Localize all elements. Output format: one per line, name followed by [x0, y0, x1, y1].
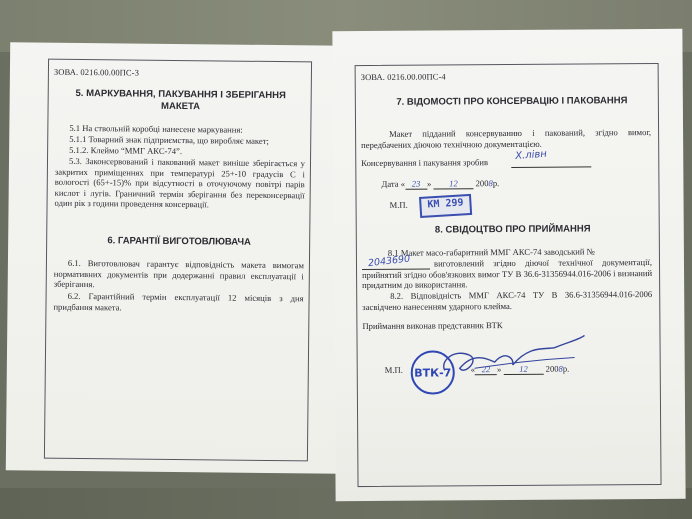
date8: « 22 » 12 2008р.: [470, 363, 570, 375]
section5-p3: 5.1.2. Клеймо “МMГ АКС-74”.: [69, 144, 183, 157]
date8-month: 12: [503, 364, 543, 375]
date8-day: 22: [475, 364, 497, 375]
section7-title: 7. ВІДОМОСТІ ПРО КОНСЕРВАЦІЮ І ПАКОВАННЯ: [396, 95, 628, 108]
section6-p1: 6.1. Виготовлювач гарантує відповідність макета вимогам нормативних документів при додержанні правил експлуатації і зберігання.: [53, 257, 304, 290]
section8-p1-rest: виготовлений згідно діючої технічної документації, прийнятий згідно обов'язкових вимог ТУ В 36.6-31356944.016-2006 і визнаний придатним до використання.: [362, 257, 653, 291]
date8-year-suffix: 8: [558, 363, 563, 374]
date8-end: р.: [562, 363, 570, 374]
date7-year-prefix: 200: [475, 178, 489, 189]
left-doc-number: ЗОВА. 0216.00.00ПС-3: [53, 66, 140, 78]
date8-year-prefix: 200: [545, 363, 559, 374]
date7-month: 12: [433, 178, 473, 189]
mp7-label: М.П.: [389, 199, 408, 210]
left-page: [6, 42, 346, 473]
section8-p2: 8.2. Відповідність ММГ АКС-74 ТУ В 36.6-31356944.016-2006 засвідчено нанесенням ударного клейма.: [362, 289, 653, 312]
km-stamp: КМ 299: [419, 194, 472, 218]
right-page: [332, 29, 685, 501]
vtk-stamp: ВТК-7: [411, 350, 455, 394]
section5-title: 5. МАРКУВАННЯ, ПАКУВАННЯ І ЗБЕРІГАННЯ МАКЕТА: [75, 87, 286, 113]
date7: Дата « 23 » 12 2008р.: [381, 178, 500, 189]
date7-end: р.: [492, 178, 500, 189]
accepted-label: Приймання виконав представник ВТК: [362, 320, 503, 332]
mp8-label: М.П.: [384, 364, 403, 375]
section5-p4: 5.3. Законсервований і пакований макет виніше зберігається у закритих приміщеннях при температурі 25+-10 градусів С і вологості (65+-15)% при відсутності в оточуючому повітрі парів кислот і лугів. Граничний термін зберігання без переконсервації один рік з години проведення консервації.: [54, 155, 306, 210]
section5-p1: 5.1 На ствольній коробці нанесене маркування:: [69, 122, 243, 135]
done-by-label: Консервування і пакування зробив: [361, 157, 489, 169]
right-doc-number: ЗОВА. 0216.00.00ПС-4: [360, 71, 446, 83]
done-by-signature: Х.лівн: [514, 148, 548, 163]
date7-year-suffix: 8: [488, 178, 493, 189]
date7-day: 23: [405, 179, 427, 190]
date7-label: Дата «: [381, 178, 406, 189]
section8-p1-start: 8.1 Макет масо-габаритний ММГ АКС-74 заводський №: [387, 246, 595, 258]
section6-p2: 6.2. Гарантійний термін експлуатації 12 місяців з дня придбання макета.: [53, 290, 304, 313]
section5-p2: 5.1.1 Товарний знак підприємства, що виробляє макет;: [69, 133, 269, 146]
section7-p1: Макет підданий консервуванню і пакований, згідно вимог, передбачених діючою технічною документацією.: [361, 127, 652, 150]
section6-title: 6. ГАРАНТІЇ ВИГОТОВЛЮВАЧА: [107, 235, 252, 248]
section8-title: 8. СВІДОЦТВО ПРО ПРИЙМАННЯ: [434, 223, 591, 236]
serial-number: 2043690: [367, 253, 411, 270]
